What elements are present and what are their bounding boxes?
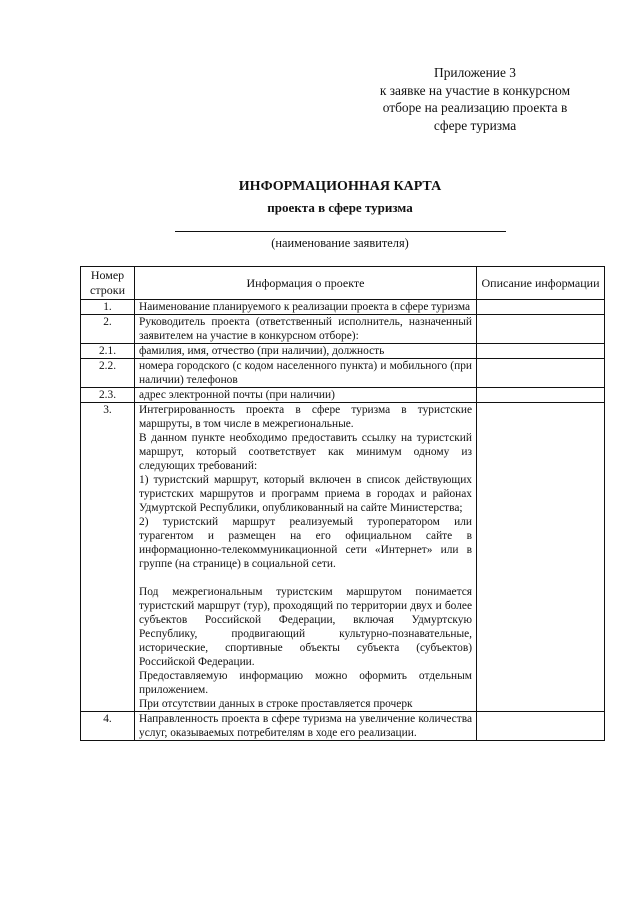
appendix-line: сфере туризма [433,117,517,133]
header-number: Номер строки [81,267,135,300]
table-row [81,359,605,388]
appendix-header [360,64,590,134]
appendix-line: к заявке на участие в конкурсном [379,82,571,98]
row-info [135,359,477,388]
row-paragraph: Руководитель проекта (ответственный исполнитель, назначенный заявителем на участие в конкурсном отборе): [139,316,472,342]
row-paragraph: 2) туристский маршрут реализуемый туроператором или турагентом и размещен на его официальном сайте в информационно-телекоммуникационной сети «Интернет» или в группе (на странице) в социальной сети. [139,516,472,570]
row-description-cell[interactable] [477,315,605,344]
row-info [135,344,477,359]
row-number: 2.3. [81,388,135,403]
applicant-name-line [175,231,506,232]
row-number: 4. [81,712,135,741]
header-info: Информация о проекте [135,267,477,300]
row-description-cell[interactable] [477,388,605,403]
table-row [81,300,605,315]
table-row [81,388,605,403]
row-paragraph: 1) туристский маршрут, который включен в список действующих туристских маршрутов и программ приема в городах и районах Удмуртской Республики, опубликованный на сайте Министерства; [139,474,472,514]
row-description-cell[interactable] [477,712,605,741]
row-number: 3. [81,403,135,712]
info-table [80,266,605,741]
document-subtitle: проекта в сфере туризма [267,200,413,215]
applicant-caption: (наименование заявителя) [271,236,409,250]
row-description-cell[interactable] [477,300,605,315]
row-info [135,300,477,315]
row-description-cell[interactable] [477,403,605,712]
row-paragraph: Направленность проекта в сфере туризма на увеличение количества услуг, оказываемых потребителям в ходе его реализации. [139,713,472,739]
paragraph-gap [139,571,472,585]
row-number: 2. [81,315,135,344]
table-row [81,315,605,344]
row-number: 2.1. [81,344,135,359]
row-paragraph: фамилия, имя, отчество (при наличии), должность [139,345,385,357]
row-info [135,712,477,741]
row-paragraph: Интегрированность проекта в сфере туризма в туристские маршруты, в том числе в межрегиональные. [139,404,472,430]
row-paragraph: адрес электронной почты (при наличии) [139,389,335,401]
table-row [81,712,605,741]
row-info [135,315,477,344]
row-info [135,403,477,712]
table-body [81,300,605,741]
row-paragraph: Под межрегиональным туристским маршрутом понимается туристский маршрут (тур), проходящий по территории двух и более субъектов Российской Федерации, включая Удмуртскую Республику, продвигающий культурно-познавательные, исторические, спортивные объекты субъекта (субъектов) Российской Федерации. [139,586,472,668]
document-title: ИНФОРМАЦИОННАЯ КАРТА [238,179,442,194]
row-number: 1. [81,300,135,315]
table-header-row [81,267,605,300]
row-paragraph: Предоставляемую информацию можно оформить отдельным приложением. [139,670,472,696]
header-description: Описание информации [477,267,605,300]
row-paragraph: В данном пункте необходимо предоставить ссылку на туристский маршрут, который соответствует как минимум одному из следующих требований: [139,432,472,472]
row-number: 2.2. [81,359,135,388]
appendix-line: Приложение 3 [434,65,516,80]
row-description-cell[interactable] [477,359,605,388]
table-row [81,344,605,359]
row-paragraph: номера городского (с кодом населенного пункта) и мобильного (при наличии) телефонов [139,360,472,386]
row-paragraph: При отсутствии данных в строке проставляется прочерк [139,698,413,710]
table-row [81,403,605,712]
row-info [135,388,477,403]
row-description-cell[interactable] [477,344,605,359]
row-paragraph: Наименование планируемого к реализации проекта в сфере туризма [139,301,471,313]
appendix-line: отборе на реализацию проекта в [382,100,568,115]
